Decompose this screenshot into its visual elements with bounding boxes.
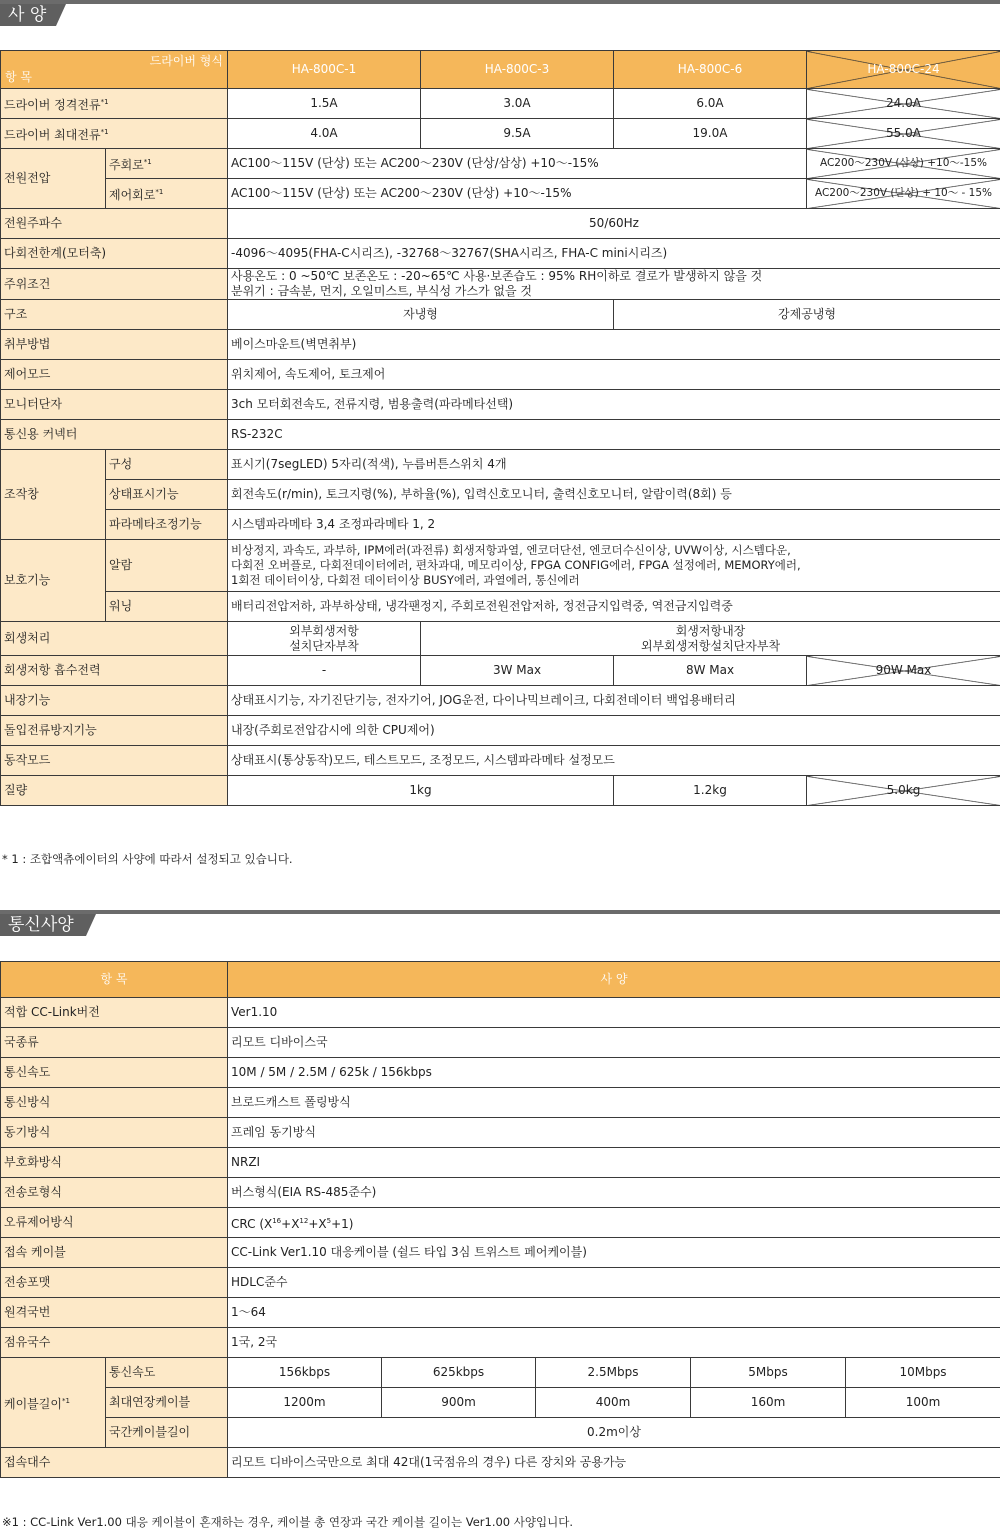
row-label: 드라이버 정격전류$^{*1}$	[1, 89, 228, 119]
header-item: 항 목	[1, 962, 228, 998]
comm-section-title: 통신사양	[0, 914, 86, 936]
row-label: 드라이버 최대전류$^{*1}$	[1, 119, 228, 149]
table-cell: 625kbps	[382, 1358, 536, 1388]
table-row	[1, 1298, 1000, 1328]
row-label: 동기방식	[1, 1118, 228, 1148]
table-cell: 브로드캐스트 폴링방식	[228, 1088, 1000, 1118]
table-row	[1, 1208, 1000, 1238]
table-cell: 프레임 동기방식	[228, 1118, 1000, 1148]
table-row	[1, 300, 1000, 330]
row-label: 오류제어방식	[1, 1208, 228, 1238]
row-label: 제어모드	[1, 360, 228, 390]
table-row	[1, 1088, 1000, 1118]
table-cell: 상태표시(통상동작)모드, 테스트모드, 조정모드, 시스템파라메타 설정모드	[228, 746, 1000, 776]
table-row	[1, 746, 1000, 776]
row-label: 통신방식	[1, 1088, 228, 1118]
row-label: 조작창	[1, 450, 106, 540]
table-cell: 3W Max	[421, 656, 614, 686]
table-cell: NRZI	[228, 1148, 1000, 1178]
table-row	[1, 1388, 1000, 1418]
table-row	[1, 239, 1000, 269]
table-cell: 3ch 모터회전속도, 전류지령, 범용출력(파라메타선택)	[228, 390, 1000, 420]
row-sublabel: 알람	[106, 540, 228, 592]
table-cell: 리모트 디바이스국만으로 최대 42대(1국점유의 경우) 다른 장치와 공용가능	[228, 1448, 1000, 1478]
table-row	[1, 1028, 1000, 1058]
row-sublabel: 구성	[106, 450, 228, 480]
table-row	[1, 119, 1000, 149]
table-cell: 2.5Mbps	[536, 1358, 691, 1388]
table-row	[1, 1148, 1000, 1178]
spec-section-bar	[0, 0, 1000, 4]
row-label: 접속 케이블	[1, 1238, 228, 1268]
table-row	[1, 686, 1000, 716]
table-cell-crossed: 5.0kg	[807, 776, 1000, 806]
table-row	[1, 962, 1000, 998]
table-cell: 배터리전압저하, 과부하상태, 냉각팬정지, 주회로전원전압저하, 정전금지입력중, 역전금지입력중	[228, 592, 1000, 622]
table-row	[1, 1058, 1000, 1088]
table-cell: 리모트 디바이스국	[228, 1028, 1000, 1058]
table-cell: 3.0A	[421, 89, 614, 119]
row-label: 돌입전류방지기능	[1, 716, 228, 746]
table-cell: 10M / 5M / 2.5M / 625k / 156kbps	[228, 1058, 1000, 1088]
table-cell: Ver1.10	[228, 998, 1000, 1028]
row-sublabel: 파라메타조정기능	[106, 510, 228, 540]
table-cell: 6.0A	[614, 89, 807, 119]
row-label: 케이블길이$^{*1}$	[1, 1358, 106, 1448]
table-cell-crossed: 55.0A	[807, 119, 1000, 149]
row-label: 회생처리	[1, 622, 228, 656]
row-label: 보호기능	[1, 540, 106, 622]
comm-section-bar	[0, 910, 1000, 914]
table-cell: 위치제어, 속도제어, 토크제어	[228, 360, 1000, 390]
row-label: 취부방법	[1, 330, 228, 360]
table-cell: 4.0A	[228, 119, 421, 149]
model-header-crossed: HA-800C-24	[807, 51, 1000, 89]
table-cell: 50/60Hz	[228, 209, 1000, 239]
table-cell: RS-232C	[228, 420, 1000, 450]
model-header: HA-800C-1	[228, 51, 421, 89]
table-cell: 자냉형	[228, 300, 614, 330]
table-cell: 사용온도 : 0 ~50℃ 보존온도 : -20~65℃ 사용·보존습도 : 95% RH이하로 결로가 발생하지 않을 것 분위기 : 금속분, 먼지, 오일미스트, 부식성 가스가 없을 것	[228, 269, 1000, 300]
table-row	[1, 1448, 1000, 1478]
row-sublabel: 최대연장케이블	[106, 1388, 228, 1418]
table-cell: 내장(주회로전압감시에 의한 CPU제어)	[228, 716, 1000, 746]
table-cell: CRC $(X^{16}+X^{12}+X^5+1)$	[228, 1208, 1000, 1238]
table-cell: CC-Link Ver1.10 대응케이블 (쉴드 타입 3심 트위스트 페어케이블)	[228, 1238, 1000, 1268]
table-row	[1, 1118, 1000, 1148]
row-label: 동작모드	[1, 746, 228, 776]
row-label: 점유국수	[1, 1328, 228, 1358]
row-label: 내장기능	[1, 686, 228, 716]
table-cell: 19.0A	[614, 119, 807, 149]
table-row	[1, 656, 1000, 686]
row-sublabel: 통신속도	[106, 1358, 228, 1388]
corner-top-label: 드라이버 형식	[150, 54, 223, 69]
row-label: 전원전압	[1, 149, 106, 209]
table-cell: 160m	[691, 1388, 846, 1418]
spec-section-title: 사 양	[0, 4, 56, 26]
table-row	[1, 51, 1000, 89]
table-cell-crossed: AC200～230V (단상) + 10～ - 15%	[807, 179, 1000, 209]
table-row	[1, 1238, 1000, 1268]
table-cell: AC100～115V (단상) 또는 AC200～230V (단상/삼상) +10～-15%	[228, 149, 807, 179]
table-row	[1, 776, 1000, 806]
row-label: 구조	[1, 300, 228, 330]
table-row	[1, 1418, 1000, 1448]
row-label: 질량	[1, 776, 228, 806]
table-cell: 시스템파라메타 3,4 조정파라메타 1, 2	[228, 510, 1000, 540]
header-spec: 사 양	[228, 962, 1000, 998]
row-sublabel: 워닝	[106, 592, 228, 622]
row-label: 주위조건	[1, 269, 228, 300]
comm-footnote: ※1 : CC-Link Ver1.00 대응 케이블이 혼재하는 경우, 케이블 총 연장과 국간 케이블 길이는 Ver1.00 사양입니다.	[2, 1514, 573, 1530]
table-row	[1, 1328, 1000, 1358]
table-row	[1, 592, 1000, 622]
table-cell: 회생저항내장 외부회생저항설치단자부착	[421, 622, 1000, 656]
row-sublabel: 상태표시기능	[106, 480, 228, 510]
table-cell: 1.5A	[228, 89, 421, 119]
table-row	[1, 510, 1000, 540]
table-cell: 강제공냉형	[614, 300, 1000, 330]
table-cell: AC100～115V (단상) 또는 AC200～230V (단상) +10～-15%	[228, 179, 807, 209]
spec-footnote: * 1 : 조합액츄에이터의 사양에 따라서 설정되고 있습니다.	[2, 851, 293, 867]
table-cell: HDLC준수	[228, 1268, 1000, 1298]
table-row	[1, 149, 1000, 179]
table-cell: 표시기(7segLED) 5자리(적색), 누름버튼스위치 4개	[228, 450, 1000, 480]
row-label: 접속대수	[1, 1448, 228, 1478]
table-row	[1, 1358, 1000, 1388]
table-cell-crossed: AC200～230V (삼상) +10～-15%	[807, 149, 1000, 179]
model-header: HA-800C-3	[421, 51, 614, 89]
table-cell: 156kbps	[228, 1358, 382, 1388]
row-label: 모니터단자	[1, 390, 228, 420]
table-cell: 회전속도(r/min), 토크지령(%), 부하율(%), 입력신호모니터, 출력신호모니터, 알람이력(8회) 등	[228, 480, 1000, 510]
spec-table	[0, 50, 1000, 806]
model-header: HA-800C-6	[614, 51, 807, 89]
row-sublabel: 국간케이블길이	[106, 1418, 228, 1448]
table-cell: 400m	[536, 1388, 691, 1418]
table-cell-crossed: 24.0A	[807, 89, 1000, 119]
table-row	[1, 209, 1000, 239]
row-label: 부호화방식	[1, 1148, 228, 1178]
row-label: 적합 CC-Link버전	[1, 998, 228, 1028]
table-cell: 9.5A	[421, 119, 614, 149]
table-cell-crossed: 90W Max	[807, 656, 1000, 686]
table-row	[1, 269, 1000, 300]
table-cell: 10Mbps	[846, 1358, 1000, 1388]
model-corner-header	[1, 51, 228, 89]
table-row	[1, 540, 1000, 592]
table-row	[1, 450, 1000, 480]
table-row	[1, 1268, 1000, 1298]
table-cell: -4096～4095(FHA-C시리즈), -32768～32767(SHA시리즈, FHA-C mini시리즈)	[228, 239, 1000, 269]
table-cell: 베이스마운트(벽면취부)	[228, 330, 1000, 360]
row-label: 전송로형식	[1, 1178, 228, 1208]
row-label: 원격국번	[1, 1298, 228, 1328]
row-label: 전원주파수	[1, 209, 228, 239]
table-row	[1, 390, 1000, 420]
table-row	[1, 330, 1000, 360]
row-sublabel: 주회로$^{*1}$	[106, 149, 228, 179]
table-row	[1, 480, 1000, 510]
table-cell: 1200m	[228, 1388, 382, 1418]
row-label: 전송포맷	[1, 1268, 228, 1298]
row-label: 국종류	[1, 1028, 228, 1058]
table-cell: 1kg	[228, 776, 614, 806]
corner-bottom-label: 항 목	[5, 70, 32, 85]
row-label: 통신용 커넥터	[1, 420, 228, 450]
comm-table	[0, 961, 1000, 1478]
table-row	[1, 1178, 1000, 1208]
table-row	[1, 622, 1000, 656]
table-cell: 900m	[382, 1388, 536, 1418]
row-label: 다회전한계(모터축)	[1, 239, 228, 269]
table-cell: 1국, 2국	[228, 1328, 1000, 1358]
table-cell: 0.2m이상	[228, 1418, 1000, 1448]
table-cell: 1～64	[228, 1298, 1000, 1328]
table-cell: 1.2kg	[614, 776, 807, 806]
table-cell: 100m	[846, 1388, 1000, 1418]
table-cell: 5Mbps	[691, 1358, 846, 1388]
table-row	[1, 716, 1000, 746]
row-sublabel: 제어회로$^{*1}$	[106, 179, 228, 209]
row-label: 통신속도	[1, 1058, 228, 1088]
row-label: 회생저항 흡수전력	[1, 656, 228, 686]
table-cell: 버스형식(EIA RS-485준수)	[228, 1178, 1000, 1208]
table-cell: 외부회생저항 설치단자부착	[228, 622, 421, 656]
table-row	[1, 360, 1000, 390]
table-row	[1, 998, 1000, 1028]
table-row	[1, 420, 1000, 450]
table-cell: 비상정지, 과속도, 과부하, IPM에러(과전류) 회생저항과열, 엔코더단선, 엔코더수신이상, UVW이상, 시스템다운, 다회전 오버플로, 다회전데이터에러, 편차과대, 메모리이상, FPGA CONFIG에러, FPGA 설정에러, MEMORY에러, 1회전 데이터이상, 다회전 데이터이상 BUSY에러, 과열에러, 통신에러	[228, 540, 1000, 592]
table-row	[1, 89, 1000, 119]
table-cell: 상태표시기능, 자기진단기능, 전자기어, JOG운전, 다이나믹브레이크, 다회전데이터 백업용배터리	[228, 686, 1000, 716]
table-row	[1, 179, 1000, 209]
table-cell: 8W Max	[614, 656, 807, 686]
table-cell: -	[228, 656, 421, 686]
